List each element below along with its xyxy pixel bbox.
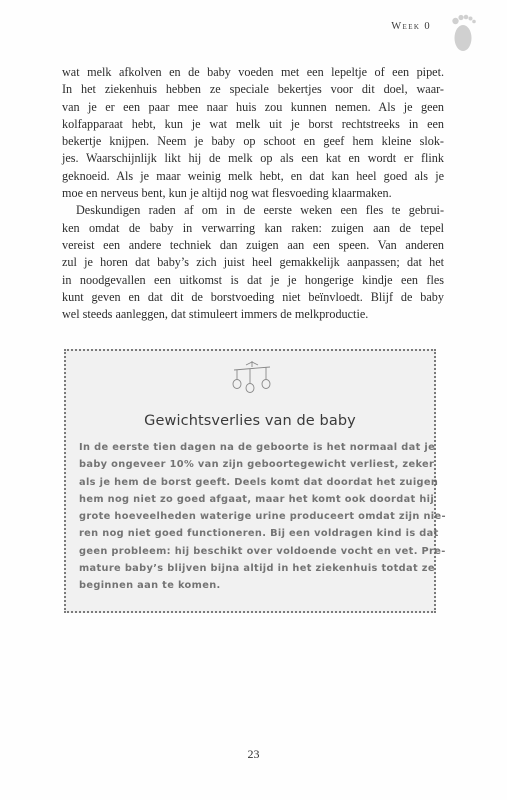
body-text-line: kunt geven en dat dit de borstvoeding niet beïnvloedt. Blijf de baby — [62, 289, 444, 304]
body-text-line: vereist een andere techniek dan zuigen aan een speen. Van anderen — [62, 237, 444, 252]
info-box — [64, 349, 446, 613]
body-text-line: in noodgevallen een uitkomst is dat je je hongerige kindje een fles — [62, 272, 444, 287]
body-text-line: ken omdat de baby in verwarring kan raken: zuigen aan de tepel — [62, 220, 444, 235]
box-title: Gewichtsverlies van de baby — [144, 413, 356, 429]
box-text-line: mature baby’s blijven bijna altijd in het ziekenhuis totdat ze — [79, 563, 435, 575]
body-text-line: geknoeid. Als je maar weinig melk hebt, en dat kan heel goed als je — [62, 168, 444, 183]
body-text-line: zul je horen dat baby’s zich juist heel gemakkelijk aanpassen; dat het — [62, 255, 444, 270]
box-text-line: geen probleem: hij beschikt over voldoende vocht en vet. Pre- — [79, 545, 446, 557]
box-text-line: ren nog niet goed functioneren. Bij een voldragen kind is dat — [79, 528, 439, 540]
page-number: 23 — [247, 747, 260, 761]
baby-mobile-icon — [224, 361, 280, 403]
box-text-line: beginnen aan te komen. — [79, 580, 221, 592]
body-text-line: kolfapparaat hebt, kun je wat melk uit je borst rechtstreeks in een — [62, 116, 444, 131]
running-header: Week 0 — [391, 21, 431, 32]
box-text-line: grote hoeveelheden waterige urine produceert omdat zijn nie- — [79, 511, 446, 523]
body-text-line: wat melk afkolven en de baby voeden met een lepeltje of een pipet. — [62, 65, 444, 79]
body-text-line: jes. Waarschijnlijk likt hij de melk op als een kat en wordt er flink — [62, 151, 444, 166]
body-text-line: wel steeds aanleggen, dat stimuleert immers de melkproductie. — [62, 307, 369, 322]
box-text-line: hem nog niet zo goed afgaat, maar het komt ook doordat hij — [79, 493, 435, 505]
body-text-line: van je er een paar mee naar huis zou kunnen nemen. Als je geen — [62, 99, 444, 114]
box-text — [79, 439, 446, 595]
baby-footprint-icon — [443, 8, 483, 54]
body-text-line: In het ziekenhuis hebben ze speciale bekertjes voor dit doel, waar- — [62, 82, 444, 97]
box-text-line: In de eerste tien dagen na de geboorte is het normaal dat je — [79, 442, 436, 453]
body-text-line: bekertje knijpen. Neem je baby op schoot en geef hem kleine slok- — [62, 134, 444, 149]
main-body-text — [62, 64, 444, 323]
box-text-line: baby ongeveer 10% van zijn geboortegewicht verliest, zeker — [79, 459, 435, 471]
body-text-line: moe en nerveus bent, kun je altijd nog wat flesvoeding klaarmaken. — [62, 186, 392, 201]
body-text-line: Deskundigen raden af om in de eerste weken een fles te gebrui- — [76, 203, 444, 218]
box-text-line: als je hem de borst geeft. Deels komt dat doordat het zuigen — [79, 476, 439, 488]
